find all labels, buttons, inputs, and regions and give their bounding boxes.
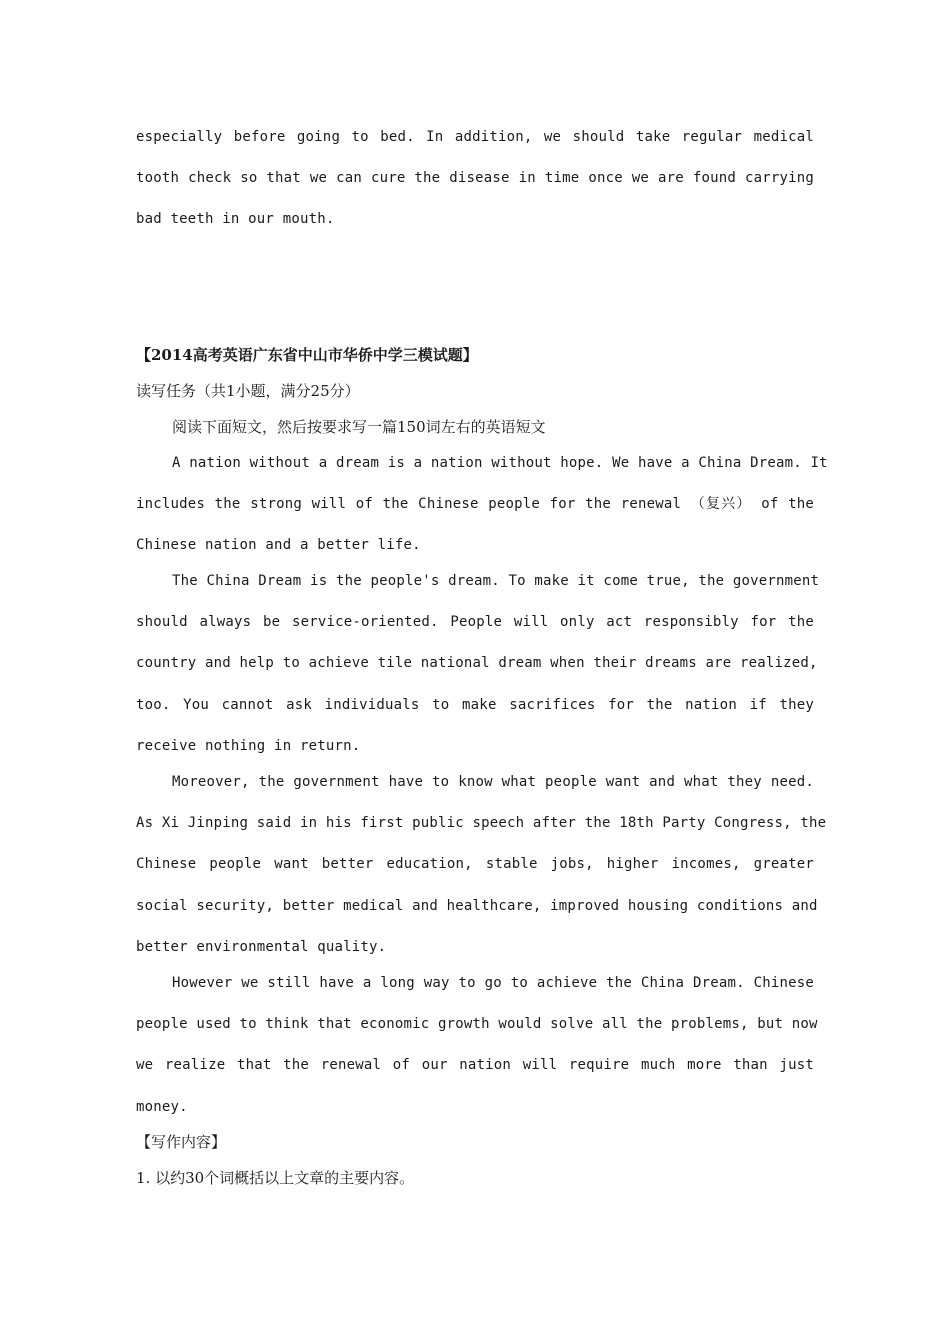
section-label: 读写任务（共1小题，满分25分） — [136, 382, 360, 400]
passage-line: too. You cannot ask individuals to make sacrifices for the nation if they — [136, 697, 814, 713]
writing-heading: 【写作内容】 — [136, 1133, 227, 1151]
text-line: especially before going to bed. In addition, we should take regular medical — [136, 129, 814, 145]
writing-item: 1. 以约30个词概括以上文章的主要内容。 — [136, 1169, 415, 1187]
passage-line: Chinese people want better education, stable jobs, higher incomes, greater — [136, 856, 814, 872]
passage-line: social security, better medical and healthcare, improved housing conditions and — [136, 898, 818, 914]
text-line: tooth check so that we can cure the disease in time once we are found carrying — [136, 170, 814, 186]
passage-line: we realize that the renewal of our nation will require much more than just — [136, 1057, 814, 1073]
passage-line: The China Dream is the people's dream. To make it come true, the government — [172, 573, 820, 589]
passage-line: receive nothing in return. — [136, 738, 361, 754]
passage-line: people used to think that economic growth would solve all the problems, but now — [136, 1016, 818, 1032]
passage-line: Moreover, the government have to know what people want and what they need. — [172, 774, 814, 790]
passage-line: money. — [136, 1099, 188, 1115]
passage-line: Chinese nation and a better life. — [136, 537, 421, 553]
passage-line: country and help to achieve tile national dream when their dreams are realized, — [136, 655, 818, 671]
instruction: 阅读下面短文，然后按要求写一篇150词左右的英语短文 — [172, 418, 546, 436]
passage-line: As Xi Jinping said in his first public speech after the 18th Party Congress, the — [136, 815, 827, 831]
passage-line: includes the strong will of the Chinese people for the renewal （复兴） of the — [136, 496, 814, 512]
passage-line: However we still have a long way to go to achieve the China Dream. Chinese — [172, 975, 814, 991]
text-line: bad teeth in our mouth. — [136, 211, 335, 227]
exam-title: 【2014高考英语广东省中山市华侨中学三模试题】 — [136, 346, 478, 364]
passage-line: A nation without a dream is a nation without hope. We have a China Dream. It — [172, 455, 828, 471]
passage-line: should always be service-oriented. People will only act responsibly for the — [136, 614, 814, 630]
passage-line: better environmental quality. — [136, 939, 387, 955]
